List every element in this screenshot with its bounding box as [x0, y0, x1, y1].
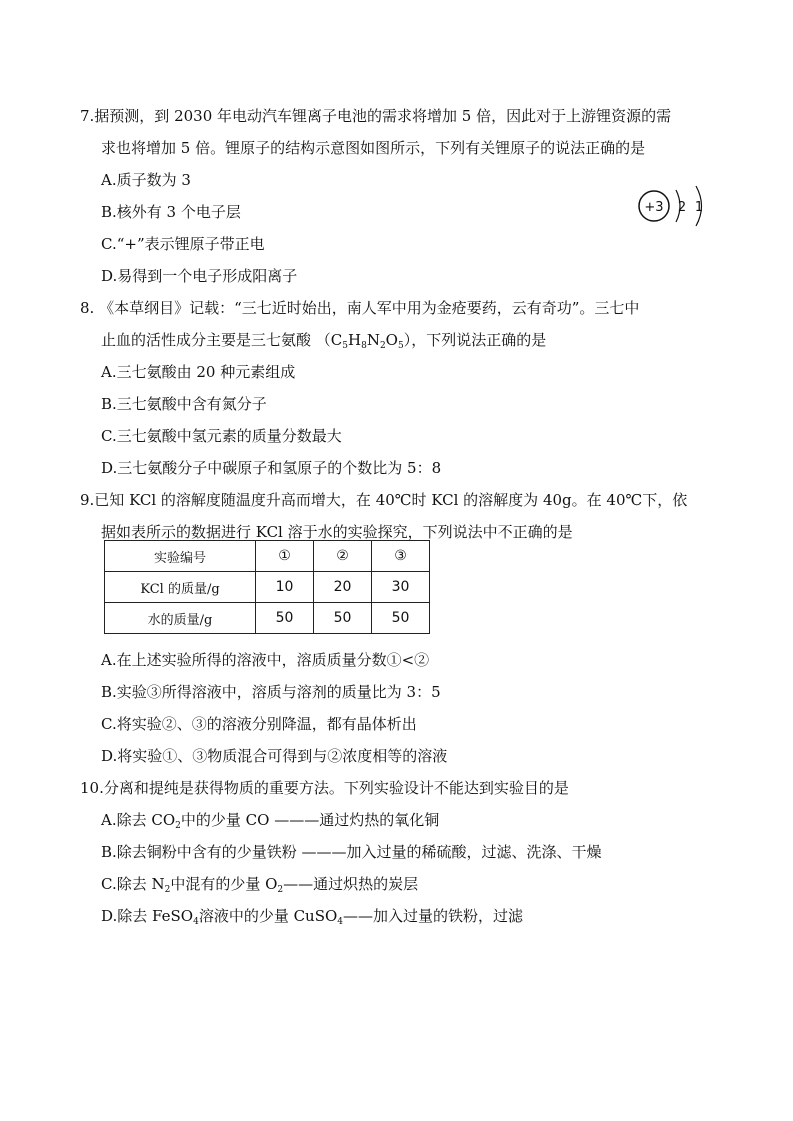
table-row-label: 水的质量/g	[105, 603, 256, 634]
question-7-option-d: D.易得到一个电子形成阳离子	[101, 267, 298, 285]
option-text: 中混有的少量 O	[170, 875, 278, 893]
question-9-line-2: 据如表所示的数据进行 KCl 溶于水的实验探究，下列说法中不正确的是	[101, 523, 573, 541]
question-8-line-1: 8. 《本草纲目》记载：“三七近时始出，南人军中用为金疮要药，云有奇功”。三七中	[80, 299, 640, 317]
question-8-option-c: C.三七氨酸中氢元素的质量分数最大	[101, 427, 342, 445]
table-header-cell: ①	[256, 541, 314, 572]
question-7-line-2: 求也将增加 5 倍。锂原子的结构示意图如图所示，下列有关锂原子的说法正确的是	[101, 139, 646, 157]
table-row-label: KCl 的质量/g	[105, 572, 256, 603]
question-9-option-d: D.将实验①、③物质混合可得到与②浓度相等的溶液	[101, 747, 448, 765]
question-7-option-b: B.核外有 3 个电子层	[101, 203, 241, 221]
subscript: 2	[164, 885, 171, 895]
question-7-option-a: A.质子数为 3	[101, 171, 191, 189]
subscript: 4	[337, 917, 344, 927]
question-8-option-d: D.三七氨酸分子中碳原子和氢原子的个数比为 5：8	[101, 459, 442, 477]
formula-element: N	[366, 331, 380, 349]
subscript: 2	[277, 885, 284, 895]
question-7-line-1: 7.据预测，到 2030 年电动汽车锂离子电池的需求将增加 5 倍，因此对于上游锂资源的需	[80, 107, 672, 125]
question-9-option-c: C.将实验②、③的溶液分别降温，都有晶体析出	[101, 715, 417, 733]
formula-sub: 8	[361, 341, 367, 351]
subscript: 2	[175, 821, 181, 831]
nucleus-charge: +3	[644, 200, 664, 215]
question-8-option-a: A.三七氨酸由 20 种元素组成	[101, 363, 296, 381]
question-8-option-b: B.三七氨酸中含有氮分子	[101, 395, 267, 413]
table-header-cell: ②	[314, 541, 372, 572]
formula-sub: 5	[397, 341, 404, 351]
table-cell: 30	[372, 572, 430, 603]
option-text: A.除去 CO	[101, 811, 176, 829]
option-text: D.除去 FeSO	[101, 907, 194, 925]
table-row	[105, 572, 430, 603]
table-header-cell: 实验编号	[105, 541, 256, 572]
question-10-option-b: B.除去铜粉中含有的少量铁粉 ———加入过量的稀硫酸，过滤、洗涤、干燥	[101, 843, 602, 861]
table-cell: 10	[256, 572, 314, 603]
table-cell: 50	[256, 603, 314, 634]
option-text: 中的少量 CO ———通过灼热的氧化铜	[180, 811, 440, 829]
option-text: 溶液中的少量 CuSO	[198, 907, 338, 925]
question-9-line-1: 9.已知 KCl 的溶解度随温度升高而增大，在 40℃时 KCl 的溶解度为 40g。在 40℃下，依	[80, 491, 688, 509]
question-8-text: 止血的活性成分主要是三七氨酸 （C	[101, 331, 343, 349]
subscript: 4	[193, 917, 199, 927]
shell-2-electrons: 1	[694, 200, 704, 215]
table-header-cell: ③	[372, 541, 430, 572]
table-cell: 20	[314, 572, 372, 603]
formula-sub: 5	[342, 341, 348, 351]
question-9-option-b: B.实验③所得溶液中，溶质与溶剂的质量比为 3：5	[101, 683, 441, 701]
table-cell: 50	[372, 603, 430, 634]
table-row	[105, 603, 430, 634]
question-8-line-2	[101, 330, 546, 356]
option-text: ——通过炽热的炭层	[283, 875, 419, 893]
lithium-atom-diagram	[636, 184, 716, 228]
formula-element: O	[385, 331, 398, 349]
question-10-option-a	[101, 810, 439, 830]
option-text: ——加入过量的铁粉，过滤	[343, 907, 524, 925]
table-cell: 50	[314, 603, 372, 634]
question-9-option-a: A.在上述实验所得的溶液中，溶质质量分数①<②	[101, 651, 430, 669]
option-text: C.除去 N	[101, 875, 165, 893]
question-7-option-c: C.“+”表示锂原子带正电	[101, 235, 265, 253]
formula-sub: 2	[379, 341, 386, 351]
table-header-row	[105, 541, 430, 572]
formula-element: H	[347, 331, 362, 349]
question-8-text: ），下列说法正确的是	[403, 331, 547, 349]
experiment-table	[104, 540, 430, 634]
shell-1-electrons: 2	[677, 200, 687, 215]
question-10-option-c	[101, 874, 418, 894]
question-10-option-d	[101, 906, 523, 926]
question-10-line-1: 10.分离和提纯是获得物质的重要方法。下列实验设计不能达到实验目的是	[80, 779, 569, 797]
